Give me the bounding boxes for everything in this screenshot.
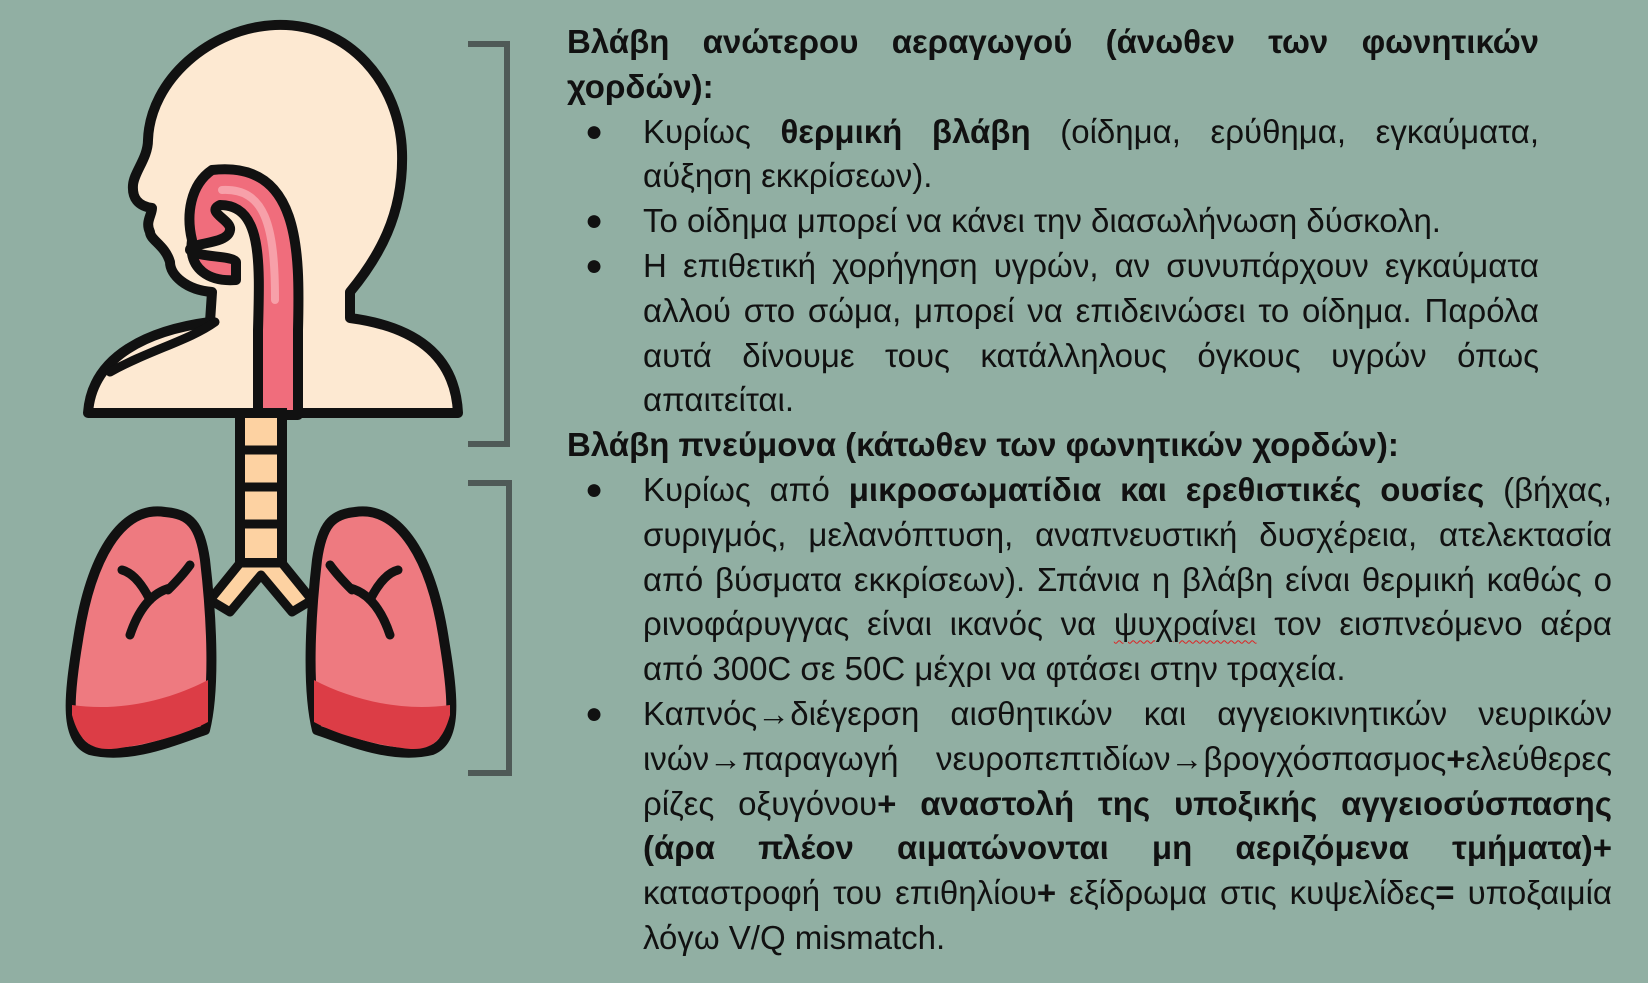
list-item: ● Κυρίως από μικροσωματίδια και ερεθιστικές ουσίες (βήχας, συριγμός, μελανόπτυση, αναπνευστική δυσχέρεια, ατελεκτασία από βύσματα εκκρίσεων). Σπάνια η βλάβη είναι θερμική καθώς ο ρινοφάρυγγας είναι ικανός να ψυχραίνει τον εισπνεόμενο αέρα από 300C σε 50C μέχρι να φτάσει στην τραχεία. [567,468,1612,692]
bullet-icon: ● [585,472,604,506]
right-lung-icon [311,511,452,752]
respiratory-system-illustration [0,0,540,983]
upper-bracket [468,44,507,444]
lung-injury-list [567,468,1612,961]
bullet-icon: ● [585,204,604,238]
list-item: ● Κυρίως θερμική βλάβη (οίδημα, ερύθημα, εγκαύματα, αύξηση εκκρίσεων). [567,110,1539,200]
left-lung-icon [71,511,212,752]
list-item: ● Η επιθετική χορήγηση υγρών, αν συνυπάρχουν εγκαύματα αλλού στο σώμα, μπορεί να επιδεινώσει το οίδημα. Παρόλα αυτά δίνουμε τους κατάλληλους όγκους υγρών όπως απαιτείται. [567,244,1539,423]
list-item: ● Καπνός→διέγερση αισθητικών και αγγειοκινητικών νευρικών ινών→παραγωγή νευροπεπτιδίων→βρογχόσπασμος+ελεύθερες ρίζες οξυγόνου+ αναστολή της υποξικής αγγειοσύσπασης (άρα πλέον αιματώνονται μη αεριζόμενα τμήματα)+ καταστροφή του επιθηλίου+ εξίδρωμα στις κυψελίδες= υποξαιμία λόγω V/Q mismatch. [567,692,1612,961]
bullet-icon: ● [585,114,604,148]
text-panel [567,20,1612,961]
lung-injury-heading: Βλάβη πνεύμονα (κάτωθεν των φωνητικών χορδών): [567,426,1399,464]
lower-bracket [468,483,509,773]
spellcheck-word: ψυχραίνει [1113,605,1257,643]
upper-airway-heading: Βλάβη ανώτερου αεραγωγού (άνωθεν των φωνητικών χορδών): [567,23,1539,105]
bullet-icon: ● [585,696,604,730]
trachea-icon [210,413,312,612]
bullet-icon: ● [585,248,604,282]
list-item: ● Το οίδημα μπορεί να κάνει την διασωλήνωση δύσκολη. [567,199,1539,244]
upper-airway-list [567,110,1612,424]
